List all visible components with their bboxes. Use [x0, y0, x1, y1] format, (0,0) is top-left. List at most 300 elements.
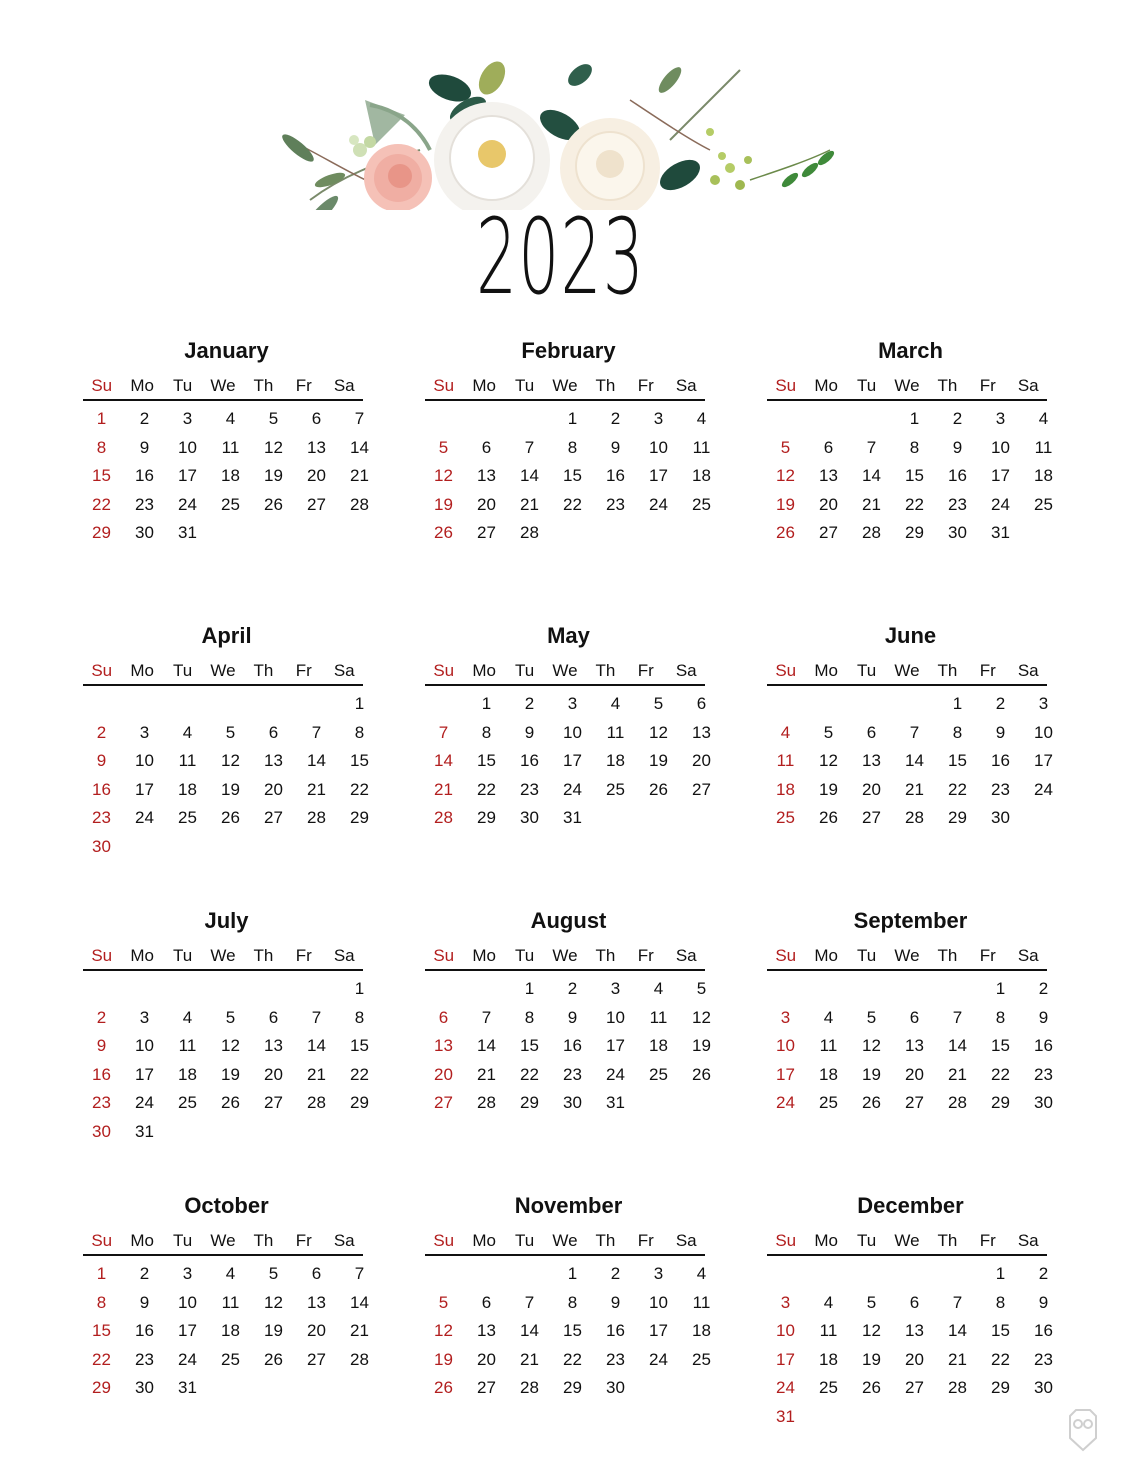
day-cell: 6: [311, 1264, 322, 1283]
day-cell: 30: [1034, 1378, 1053, 1398]
weekday-label: Su: [775, 375, 797, 395]
day-cell: 26: [264, 494, 283, 514]
day-cell: 2: [1038, 1264, 1049, 1283]
day-cell: 3: [653, 409, 664, 428]
day-cell: 22: [991, 1349, 1010, 1369]
day-cell: 9: [96, 1036, 107, 1056]
day-cell: 6: [823, 437, 834, 457]
weekday-label: We: [210, 945, 236, 965]
day-cell: 5: [268, 1264, 279, 1283]
day-cell: 1: [481, 694, 492, 713]
day-cell: 15: [948, 751, 967, 771]
day-cell: 15: [905, 466, 924, 486]
day-cell: 21: [477, 1064, 496, 1084]
day-cell: 9: [524, 722, 535, 742]
day-cell: 8: [952, 722, 963, 742]
day-cell: 18: [178, 1064, 197, 1084]
day-cell: 27: [307, 1349, 326, 1369]
day-cell: 29: [92, 523, 111, 543]
day-cell: 28: [905, 808, 924, 828]
day-cell: 7: [524, 1292, 535, 1312]
weekday-header: [425, 1227, 705, 1256]
day-cell: 3: [139, 722, 150, 742]
empty-day-cell: [422, 975, 465, 1004]
day-cell: 24: [135, 808, 154, 828]
day-cell: 8: [995, 1007, 1006, 1027]
empty-day-cell: [166, 690, 209, 719]
day-cell: 4: [225, 409, 236, 428]
weekday-label: Mo: [130, 1230, 154, 1250]
day-cell: 17: [178, 1321, 197, 1341]
day-cell: 5: [780, 437, 791, 457]
day-cell: 18: [178, 779, 197, 799]
day-cell: 7: [952, 1292, 963, 1312]
day-cell: 13: [264, 751, 283, 771]
day-grid: [80, 975, 381, 1147]
month-title: January: [184, 338, 269, 363]
day-cell: 11: [178, 751, 197, 771]
day-cell: 13: [307, 437, 326, 457]
day-cell: 11: [221, 1292, 240, 1312]
day-cell: 8: [481, 722, 492, 742]
day-cell: 13: [477, 1321, 496, 1341]
day-cell: 17: [178, 466, 197, 486]
weekday-label: Mo: [472, 660, 496, 680]
day-cell: 20: [434, 1064, 453, 1084]
day-cell: 14: [948, 1321, 967, 1341]
day-cell: 21: [434, 779, 453, 799]
day-cell: 20: [264, 1064, 283, 1084]
weekday-label: We: [210, 1230, 236, 1250]
day-cell: 18: [1034, 466, 1053, 486]
day-cell: 23: [135, 494, 154, 514]
day-cell: 10: [649, 437, 668, 457]
day-cell: 31: [135, 1121, 154, 1141]
weekday-label: Fr: [979, 660, 996, 680]
day-cell: 18: [819, 1064, 838, 1084]
day-cell: 1: [952, 694, 963, 713]
empty-day-cell: [465, 1260, 508, 1289]
day-cell: 19: [692, 1036, 711, 1056]
day-cell: 27: [264, 808, 283, 828]
day-cell: 16: [520, 751, 539, 771]
day-cell: 3: [610, 979, 621, 998]
weekday-label: Th: [253, 660, 274, 680]
empty-day-cell: [807, 1260, 850, 1289]
day-cell: 5: [438, 437, 449, 457]
month-title: February: [521, 338, 616, 363]
day-cell: 2: [96, 722, 107, 742]
empty-day-cell: [893, 975, 936, 1004]
day-cell: 8: [567, 437, 578, 457]
day-cell: 21: [948, 1064, 967, 1084]
month-february: [422, 336, 711, 548]
month-october: [80, 1191, 369, 1403]
day-cell: 23: [1034, 1064, 1053, 1084]
day-cell: 11: [221, 437, 240, 457]
day-cell: 25: [606, 779, 625, 799]
day-cell: 2: [139, 1264, 150, 1283]
day-grid: [80, 1260, 381, 1403]
weekday-label: We: [552, 1230, 578, 1250]
day-cell: 6: [909, 1292, 920, 1312]
day-cell: 1: [567, 1264, 578, 1283]
weekday-label: Sa: [333, 945, 355, 965]
day-cell: 4: [182, 1007, 193, 1027]
day-cell: 14: [350, 1292, 369, 1312]
day-cell: 12: [264, 1292, 283, 1312]
day-cell: 11: [692, 1292, 711, 1312]
day-cell: 25: [819, 1093, 838, 1113]
empty-day-cell: [850, 1260, 893, 1289]
weekday-label: Su: [91, 375, 113, 395]
weekday-label: Fr: [979, 1230, 996, 1250]
weekday-label: Tu: [856, 375, 877, 395]
day-cell: 26: [649, 779, 668, 799]
day-cell: 28: [434, 808, 453, 828]
day-cell: 20: [307, 1321, 326, 1341]
day-cell: 29: [991, 1093, 1010, 1113]
weekday-label: Sa: [333, 1230, 355, 1250]
day-cell: 15: [520, 1036, 539, 1056]
weekday-label: Th: [595, 1230, 616, 1250]
day-cell: 8: [567, 1292, 578, 1312]
day-cell: 13: [905, 1036, 924, 1056]
day-cell: 7: [354, 409, 365, 428]
day-cell: 13: [307, 1292, 326, 1312]
day-grid: [422, 1260, 723, 1403]
day-cell: 12: [221, 1036, 240, 1056]
day-grid: [422, 690, 723, 833]
day-grid: [764, 690, 1065, 833]
day-cell: 23: [92, 808, 111, 828]
day-cell: 25: [221, 494, 240, 514]
day-cell: 16: [135, 1321, 154, 1341]
weekday-label: We: [894, 375, 920, 395]
day-cell: 9: [952, 437, 963, 457]
day-cell: 2: [995, 694, 1006, 713]
day-cell: 5: [438, 1292, 449, 1312]
month-april: [80, 621, 369, 862]
weekday-label: Th: [253, 1230, 274, 1250]
day-cell: 2: [524, 694, 535, 713]
empty-day-cell: [465, 405, 508, 434]
day-cell: 12: [649, 722, 668, 742]
day-cell: 16: [1034, 1036, 1053, 1056]
day-cell: 1: [354, 694, 365, 713]
year-title: 2023: [475, 196, 646, 318]
day-cell: 4: [653, 979, 664, 998]
weekday-label: Su: [775, 945, 797, 965]
day-cell: 23: [606, 494, 625, 514]
day-cell: 14: [905, 751, 924, 771]
day-cell: 30: [92, 836, 111, 856]
empty-day-cell: [80, 975, 123, 1004]
empty-day-cell: [80, 690, 123, 719]
day-cell: 30: [135, 523, 154, 543]
weekday-label: Sa: [1017, 1230, 1039, 1250]
empty-day-cell: [850, 405, 893, 434]
day-cell: 22: [520, 1064, 539, 1084]
day-cell: 13: [862, 751, 881, 771]
day-cell: 7: [524, 437, 535, 457]
day-cell: 23: [991, 779, 1010, 799]
day-cell: 15: [563, 466, 582, 486]
day-cell: 2: [96, 1007, 107, 1027]
day-cell: 24: [776, 1378, 795, 1398]
day-cell: 9: [610, 1292, 621, 1312]
day-cell: 10: [776, 1321, 795, 1341]
day-cell: 30: [1034, 1093, 1053, 1113]
weekday-header: [767, 372, 1047, 401]
day-cell: 19: [264, 466, 283, 486]
day-cell: 11: [606, 722, 625, 742]
day-cell: 24: [135, 1093, 154, 1113]
weekday-header: [83, 372, 363, 401]
day-cell: 15: [350, 751, 369, 771]
day-cell: 12: [862, 1036, 881, 1056]
empty-day-cell: [807, 975, 850, 1004]
day-cell: 11: [178, 1036, 197, 1056]
day-cell: 28: [862, 523, 881, 543]
weekday-label: Th: [937, 375, 958, 395]
day-cell: 21: [350, 466, 369, 486]
day-cell: 4: [823, 1007, 834, 1027]
day-cell: 29: [905, 523, 924, 543]
day-cell: 25: [819, 1378, 838, 1398]
empty-day-cell: [764, 1260, 807, 1289]
empty-day-cell: [850, 690, 893, 719]
day-cell: 20: [477, 1349, 496, 1369]
day-cell: 10: [776, 1036, 795, 1056]
day-cell: 26: [434, 1378, 453, 1398]
day-cell: 25: [1034, 494, 1053, 514]
day-cell: 15: [350, 1036, 369, 1056]
empty-day-cell: [807, 690, 850, 719]
day-cell: 26: [862, 1093, 881, 1113]
day-cell: 8: [354, 722, 365, 742]
day-cell: 3: [182, 1264, 193, 1283]
day-cell: 28: [520, 1378, 539, 1398]
day-cell: 27: [692, 779, 711, 799]
weekday-label: Fr: [637, 945, 654, 965]
day-cell: 28: [307, 1093, 326, 1113]
day-cell: 29: [563, 1378, 582, 1398]
day-cell: 2: [1038, 979, 1049, 998]
day-cell: 31: [606, 1093, 625, 1113]
day-cell: 12: [692, 1007, 711, 1027]
day-cell: 14: [862, 466, 881, 486]
day-cell: 18: [221, 1321, 240, 1341]
day-grid: [764, 975, 1065, 1118]
day-cell: 6: [268, 1007, 279, 1027]
day-cell: 30: [135, 1378, 154, 1398]
empty-day-cell: [893, 690, 936, 719]
day-cell: 26: [819, 808, 838, 828]
day-cell: 13: [905, 1321, 924, 1341]
day-cell: 23: [563, 1064, 582, 1084]
day-cell: 16: [92, 1064, 111, 1084]
day-cell: 18: [221, 466, 240, 486]
day-cell: 21: [307, 1064, 326, 1084]
day-cell: 12: [862, 1321, 881, 1341]
weekday-label: Su: [775, 660, 797, 680]
day-cell: 4: [696, 1264, 707, 1283]
day-cell: 24: [649, 1349, 668, 1369]
day-cell: 19: [819, 779, 838, 799]
day-grid: [80, 405, 381, 548]
day-cell: 30: [92, 1121, 111, 1141]
day-cell: 14: [350, 437, 369, 457]
day-cell: 18: [776, 779, 795, 799]
weekday-label: Sa: [333, 375, 355, 395]
weekday-header: [83, 942, 363, 971]
empty-day-cell: [936, 1260, 979, 1289]
weekday-header: [425, 942, 705, 971]
day-cell: 31: [776, 1406, 795, 1426]
day-cell: 15: [92, 466, 111, 486]
day-cell: 4: [610, 694, 621, 713]
day-cell: 12: [819, 751, 838, 771]
day-cell: 6: [311, 409, 322, 428]
day-cell: 9: [139, 437, 150, 457]
day-cell: 15: [563, 1321, 582, 1341]
day-cell: 7: [909, 722, 920, 742]
day-cell: 17: [135, 779, 154, 799]
day-cell: 7: [311, 1007, 322, 1027]
day-cell: 14: [520, 1321, 539, 1341]
empty-day-cell: [893, 1260, 936, 1289]
day-cell: 25: [692, 494, 711, 514]
day-cell: 24: [178, 494, 197, 514]
day-cell: 22: [350, 779, 369, 799]
weekday-label: Th: [595, 660, 616, 680]
day-cell: 2: [610, 1264, 621, 1283]
day-cell: 10: [606, 1007, 625, 1027]
day-cell: 14: [434, 751, 453, 771]
day-cell: 5: [653, 694, 664, 713]
weekday-label: Sa: [333, 660, 355, 680]
day-cell: 1: [995, 1264, 1006, 1283]
empty-day-cell: [764, 975, 807, 1004]
day-cell: 19: [434, 494, 453, 514]
weekday-label: Su: [433, 660, 455, 680]
weekday-header: [425, 372, 705, 401]
day-cell: 22: [563, 494, 582, 514]
day-cell: 12: [776, 466, 795, 486]
weekday-label: We: [210, 660, 236, 680]
weekday-label: Mo: [814, 375, 838, 395]
day-cell: 20: [264, 779, 283, 799]
day-cell: 12: [264, 437, 283, 457]
floral-decoration: [270, 30, 840, 210]
empty-day-cell: [807, 405, 850, 434]
day-cell: 31: [178, 523, 197, 543]
day-cell: 23: [92, 1093, 111, 1113]
day-cell: 29: [991, 1378, 1010, 1398]
day-cell: 8: [354, 1007, 365, 1027]
day-cell: 25: [178, 808, 197, 828]
empty-day-cell: [252, 690, 295, 719]
day-cell: 25: [649, 1064, 668, 1084]
day-cell: 8: [96, 1292, 107, 1312]
day-cell: 13: [434, 1036, 453, 1056]
weekday-label: Tu: [856, 660, 877, 680]
day-cell: 1: [96, 409, 107, 428]
empty-day-cell: [465, 975, 508, 1004]
day-cell: 10: [178, 437, 197, 457]
weekday-label: Th: [937, 660, 958, 680]
empty-day-cell: [123, 690, 166, 719]
day-cell: 12: [434, 1321, 453, 1341]
day-cell: 26: [434, 523, 453, 543]
weekday-label: Sa: [675, 1230, 697, 1250]
day-cell: 3: [653, 1264, 664, 1283]
weekday-label: Fr: [637, 375, 654, 395]
day-cell: 1: [96, 1264, 107, 1283]
day-cell: 22: [92, 494, 111, 514]
day-cell: 5: [823, 722, 834, 742]
day-cell: 31: [178, 1378, 197, 1398]
day-cell: 16: [92, 779, 111, 799]
day-cell: 24: [178, 1349, 197, 1369]
day-cell: 7: [438, 722, 449, 742]
day-cell: 20: [819, 494, 838, 514]
day-cell: 6: [909, 1007, 920, 1027]
day-cell: 15: [991, 1321, 1010, 1341]
day-cell: 9: [567, 1007, 578, 1027]
day-cell: 17: [991, 466, 1010, 486]
day-cell: 13: [819, 466, 838, 486]
day-cell: 26: [862, 1378, 881, 1398]
day-cell: 1: [567, 409, 578, 428]
month-title: October: [184, 1193, 269, 1218]
day-cell: 2: [567, 979, 578, 998]
weekday-label: Th: [253, 945, 274, 965]
day-cell: 9: [995, 722, 1006, 742]
day-cell: 24: [1034, 779, 1053, 799]
day-cell: 16: [606, 466, 625, 486]
weekday-label: Su: [433, 1230, 455, 1250]
day-cell: 24: [776, 1093, 795, 1113]
day-cell: 29: [350, 808, 369, 828]
weekday-label: Fr: [295, 1230, 312, 1250]
day-cell: 10: [649, 1292, 668, 1312]
day-cell: 28: [350, 1349, 369, 1369]
day-grid: [764, 405, 1065, 548]
day-cell: 28: [307, 808, 326, 828]
weekday-label: Sa: [675, 375, 697, 395]
day-cell: 9: [610, 437, 621, 457]
day-cell: 30: [606, 1378, 625, 1398]
weekday-header: [425, 657, 705, 686]
day-cell: 7: [866, 437, 877, 457]
day-cell: 18: [819, 1349, 838, 1369]
day-cell: 24: [563, 779, 582, 799]
day-cell: 7: [354, 1264, 365, 1283]
weekday-label: We: [552, 945, 578, 965]
day-cell: 16: [606, 1321, 625, 1341]
weekday-label: Tu: [856, 945, 877, 965]
day-cell: 3: [182, 409, 193, 428]
owl-watermark-icon: [1066, 1408, 1100, 1452]
day-cell: 9: [1038, 1007, 1049, 1027]
month-title: June: [884, 623, 937, 648]
day-cell: 6: [481, 437, 492, 457]
day-cell: 21: [307, 779, 326, 799]
day-cell: 23: [606, 1349, 625, 1369]
day-cell: 11: [1034, 437, 1053, 457]
